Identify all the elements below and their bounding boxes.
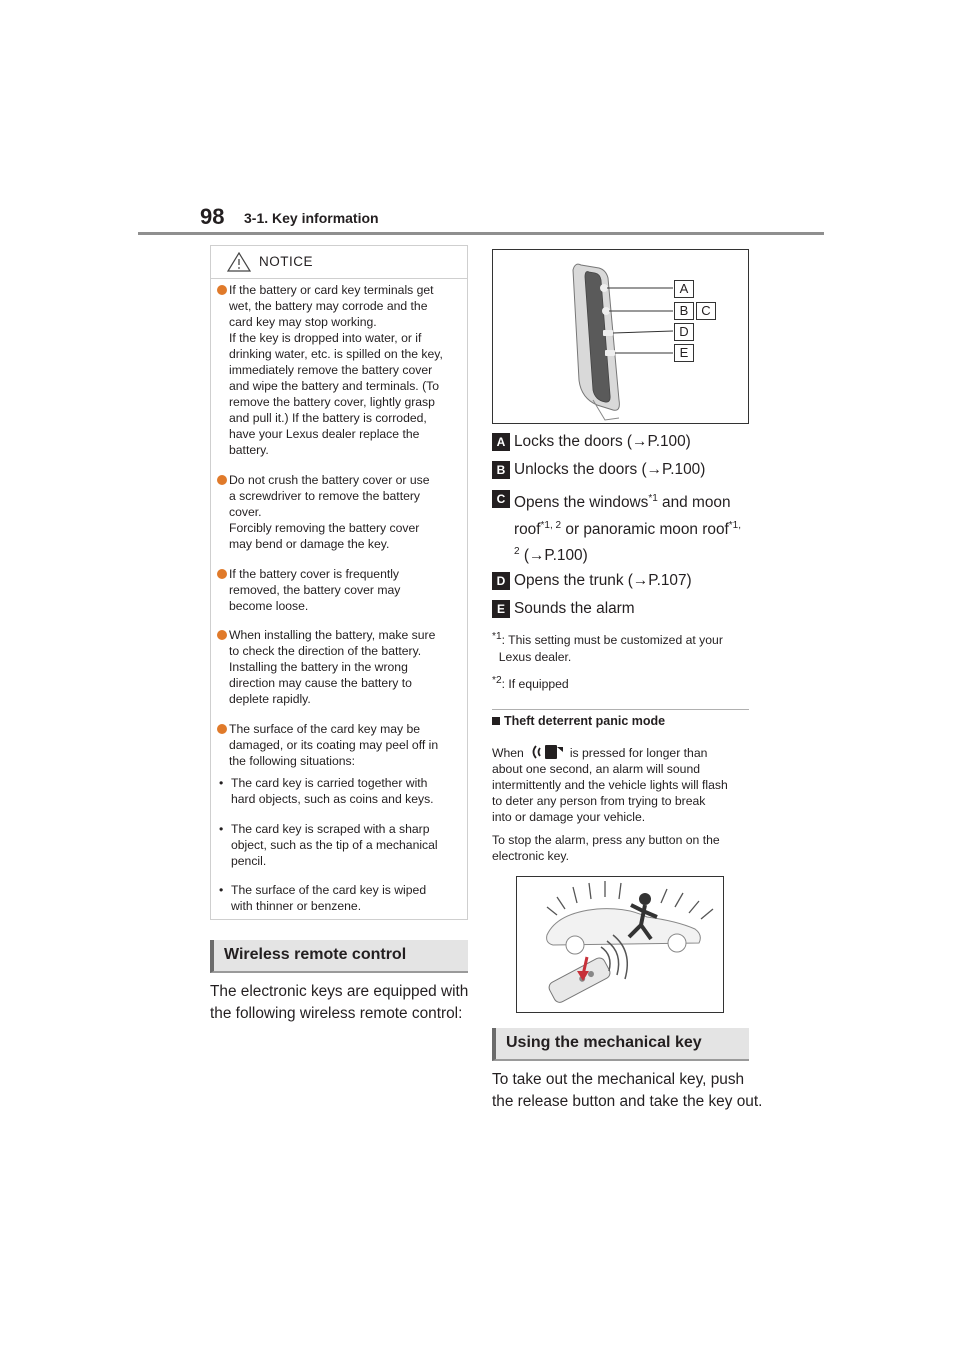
callout-b: B bbox=[674, 302, 694, 320]
wireless-intro: The electronic keys are equipped with the following wireless remote control: bbox=[210, 983, 469, 1022]
function-sound-alarm: Sounds the alarm bbox=[514, 600, 635, 617]
function-open-windows-line2: roof$^{*1, 2}$ or panoramic moon roof$^{*1,}$ bbox=[514, 520, 742, 539]
function-letter-d: D bbox=[492, 572, 510, 590]
wireless-heading-bar bbox=[210, 940, 468, 973]
sub-bullet: • bbox=[219, 776, 224, 790]
notice-item-text: Do not crush the battery cover or use a screwdriver to remove the battery cover. Forcibly removing the battery cover may bend or damage the key. bbox=[229, 473, 430, 551]
bullet-icon bbox=[217, 630, 227, 640]
bullet-icon bbox=[217, 724, 227, 734]
function-open-windows-line3: $^2$ (→P.100) bbox=[514, 546, 588, 565]
bullet-icon bbox=[217, 475, 227, 485]
card-key-illustration bbox=[493, 250, 748, 423]
sub-bullet: • bbox=[219, 883, 224, 897]
function-letter-b: B bbox=[492, 461, 510, 479]
function-letter-c: C bbox=[492, 490, 510, 508]
panic-heading-text: Theft deterrent panic mode bbox=[504, 714, 666, 728]
callout-d: D bbox=[674, 323, 694, 341]
function-unlock-doors: Unlocks the doors (→P.100) bbox=[514, 461, 706, 478]
notice-item-text: If the battery or card key terminals get wet, the battery may corrode and the card key may stop working. If the key is dropped into water, or if drinking water, etc. is spilled on the key, immediately remove the battery cover and wipe the battery and terminals. (To remove the battery cover, lightly grasp and pull it.) If the battery is corroded, have your Lexus dealer replace the battery. bbox=[229, 283, 443, 457]
notice-subitem-text: The card key is carried together with hard objects, such as coins and keys. bbox=[231, 776, 434, 806]
car-alarm-illustration bbox=[517, 877, 723, 1012]
warning-icon bbox=[227, 252, 251, 272]
panic-paragraph-rest: about one second, an alarm will sound intermittently and the vehicle lights will flash to deter any person from trying to break into or damage your vehicle. bbox=[492, 762, 728, 824]
function-letter-a: A bbox=[492, 433, 510, 451]
notice-item-text: If the battery cover is frequently removed, the battery cover may become loose. bbox=[229, 567, 401, 613]
notice-item-text: When installing the battery, make sure to check the direction of the battery. Installing the battery in the wrong direction may cause the battery to deplete rapidly. bbox=[229, 628, 436, 706]
notice-title: NOTICE bbox=[259, 254, 314, 269]
notice-box bbox=[210, 245, 468, 920]
function-open-windows-line1: Opens the windows$^{*1}$ and moon bbox=[514, 493, 731, 512]
square-bullet-icon bbox=[492, 717, 500, 725]
sub-bullet: • bbox=[219, 822, 224, 836]
header-rule bbox=[138, 232, 824, 235]
mechanical-text: To take out the mechanical key, push the release button and take the key out. bbox=[492, 1071, 763, 1110]
footnote-1: $^{*1}$: This setting must be customized at your Lexus dealer. bbox=[492, 631, 723, 665]
panic-figure bbox=[516, 876, 724, 1013]
panic-paragraph-line1: When is pressed for longer than bbox=[492, 746, 708, 760]
notice-title-bar bbox=[211, 246, 467, 278]
section-title: 3-1. Key information bbox=[244, 210, 379, 226]
panic-button-icon bbox=[530, 744, 564, 760]
notice-subitem-text: The surface of the card key is wiped with thinner or benzene. bbox=[231, 883, 427, 913]
mechanical-heading-bar bbox=[492, 1028, 749, 1061]
notice-divider bbox=[211, 278, 467, 279]
mechanical-heading: Using the mechanical key bbox=[506, 1034, 702, 1051]
key-figure bbox=[492, 249, 749, 424]
panic-paragraph-2: To stop the alarm, press any button on the electronic key. bbox=[492, 833, 720, 863]
bullet-icon bbox=[217, 285, 227, 295]
callout-a: A bbox=[674, 280, 694, 298]
function-letter-e: E bbox=[492, 600, 510, 618]
wireless-heading: Wireless remote control bbox=[224, 946, 407, 963]
panic-heading bbox=[492, 714, 665, 728]
function-open-trunk: Opens the trunk (→P.107) bbox=[514, 572, 692, 589]
page-number: 98 bbox=[200, 204, 225, 229]
notice-subitem-text: The card key is scraped with a sharp object, such as the tip of a mechanical pencil. bbox=[231, 822, 438, 868]
bullet-icon bbox=[217, 569, 227, 579]
footnote-2: $^{*2}$: If equipped bbox=[492, 675, 569, 692]
function-lock-doors: Locks the doors (→P.100) bbox=[514, 433, 691, 450]
notice-item-text: The surface of the card key may be damaged, or its coating may peel off in the following situations: bbox=[229, 722, 439, 768]
section-divider bbox=[492, 709, 749, 710]
callout-c: C bbox=[696, 302, 716, 320]
callout-e: E bbox=[674, 344, 694, 362]
